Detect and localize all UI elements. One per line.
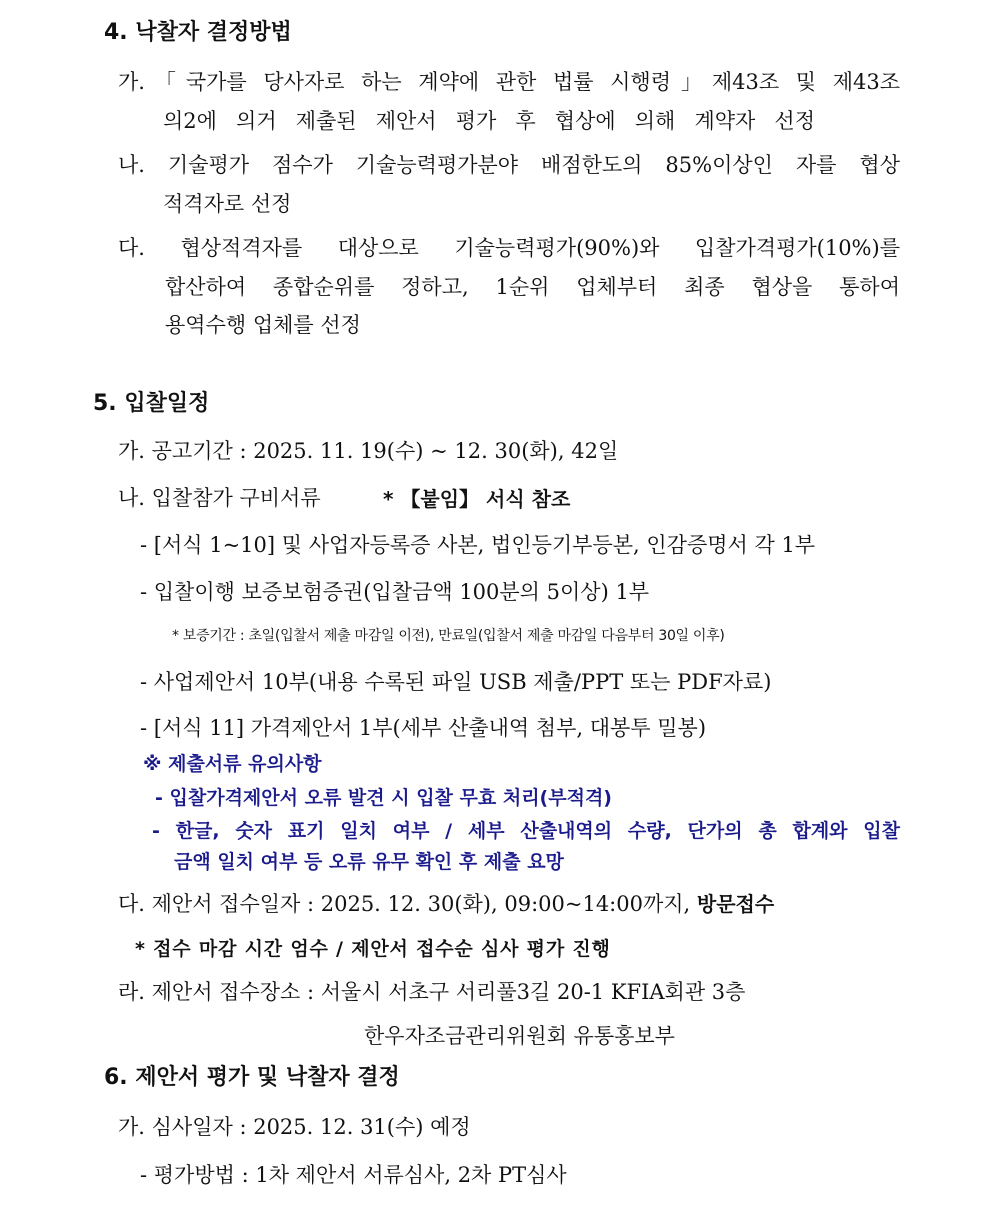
caution-title: ※ 제출서류 유의사항 (143, 753, 322, 775)
guarantee-period-note: * 보증기간 : 초일(입찰서 제출 마감일 이전), 만료일(입찰서 제출 마감일 다음부터 30일 이후) (172, 628, 725, 644)
section-4-item-c-line-1: 다. 협상적격자를 대상으로 기술능력평가(90%)와 입찰가격평가(10%)를 (118, 236, 900, 260)
caution-item-1: - 입찰가격제안서 오류 발견 시 입찰 무효 처리(부적격) (155, 787, 612, 809)
section-5-doc-2: - 입찰이행 보증보험증권(입찰금액 100분의 5이상) 1부 (140, 580, 650, 604)
section-4-item-a-line-1: 가.「국가를 당사자로 하는 계약에 관한 법률 시행령」제43조 및 제43조 (118, 70, 900, 94)
section-5-heading: 5. 입찰일정 (93, 391, 210, 416)
section-6-evaluation-method: - 평가방법 : 1차 제안서 서류심사, 2차 PT심사 (140, 1163, 567, 1187)
section-5-item-a: 가. 공고기간 : 2025. 11. 19(수) ~ 12. 30(화), 42일 (118, 439, 619, 463)
section-5-doc-1: - [서식 1~10] 및 사업자등록증 사본, 법인등기부등본, 인감증명서 각 1부 (140, 533, 816, 557)
section-6-heading: 6. 제안서 평가 및 낙찰자 결정 (104, 1065, 400, 1090)
section-4-item-b-line-2: 적격자로 선정 (163, 192, 292, 216)
visit-receipt-label: 방문접수 (696, 892, 775, 916)
caution-item-2-line-1: - 한글, 숫자 표기 일치 여부 / 세부 산출내역의 수량, 단가의 총 합계와 입찰 (152, 820, 900, 842)
section-6-item-a: 가. 심사일자 : 2025. 12. 31(수) 예정 (118, 1115, 471, 1139)
section-5-doc-3: - 사업제안서 10부(내용 수록된 파일 USB 제출/PPT 또는 PDF자료) (140, 670, 772, 694)
section-4-item-c-line-2: 합산하여 종합순위를 정하고, 1순위 업체부터 최종 협상을 통하여 (165, 275, 900, 299)
receipt-date-text: 다. 제안서 접수일자 : 2025. 12. 30(화), 09:00~14:00까지, (118, 892, 691, 916)
section-5-item-b-note: * 【붙임】 서식 참조 (383, 487, 571, 511)
section-5-doc-4: - [서식 11] 가격제안서 1부(세부 산출내역 첨부, 대봉투 밀봉) (140, 716, 707, 740)
caution-item-2-line-2: 금액 일치 여부 등 오류 유무 확인 후 제출 요망 (174, 851, 564, 873)
section-4-item-b-line-1: 나. 기술평가 점수가 기술능력평가분야 배점한도의 85%이상인 자를 협상 (118, 153, 900, 177)
section-5-item-b-label: 나. 입찰참가 구비서류 (118, 486, 321, 510)
section-5-item-d-line-2: 한우자조금관리위원회 유통홍보부 (364, 1024, 675, 1048)
section-5-item-c (118, 892, 774, 917)
section-4-heading: 4. 낙찰자 결정방법 (104, 20, 292, 45)
section-4-item-c-line-3: 용역수행 업체를 선정 (165, 313, 361, 337)
deadline-notice: * 접수 마감 시간 엄수 / 제안서 접수순 심사 평가 진행 (135, 938, 611, 960)
section-5-item-d-line-1: 라. 제안서 접수장소 : 서울시 서초구 서리풀3길 20-1 KFIA회관 3층 (118, 980, 746, 1004)
section-4-item-a-line-2: 의2에 의거 제출된 제안서 평가 후 협상에 의해 계약자 선정 (163, 109, 815, 133)
